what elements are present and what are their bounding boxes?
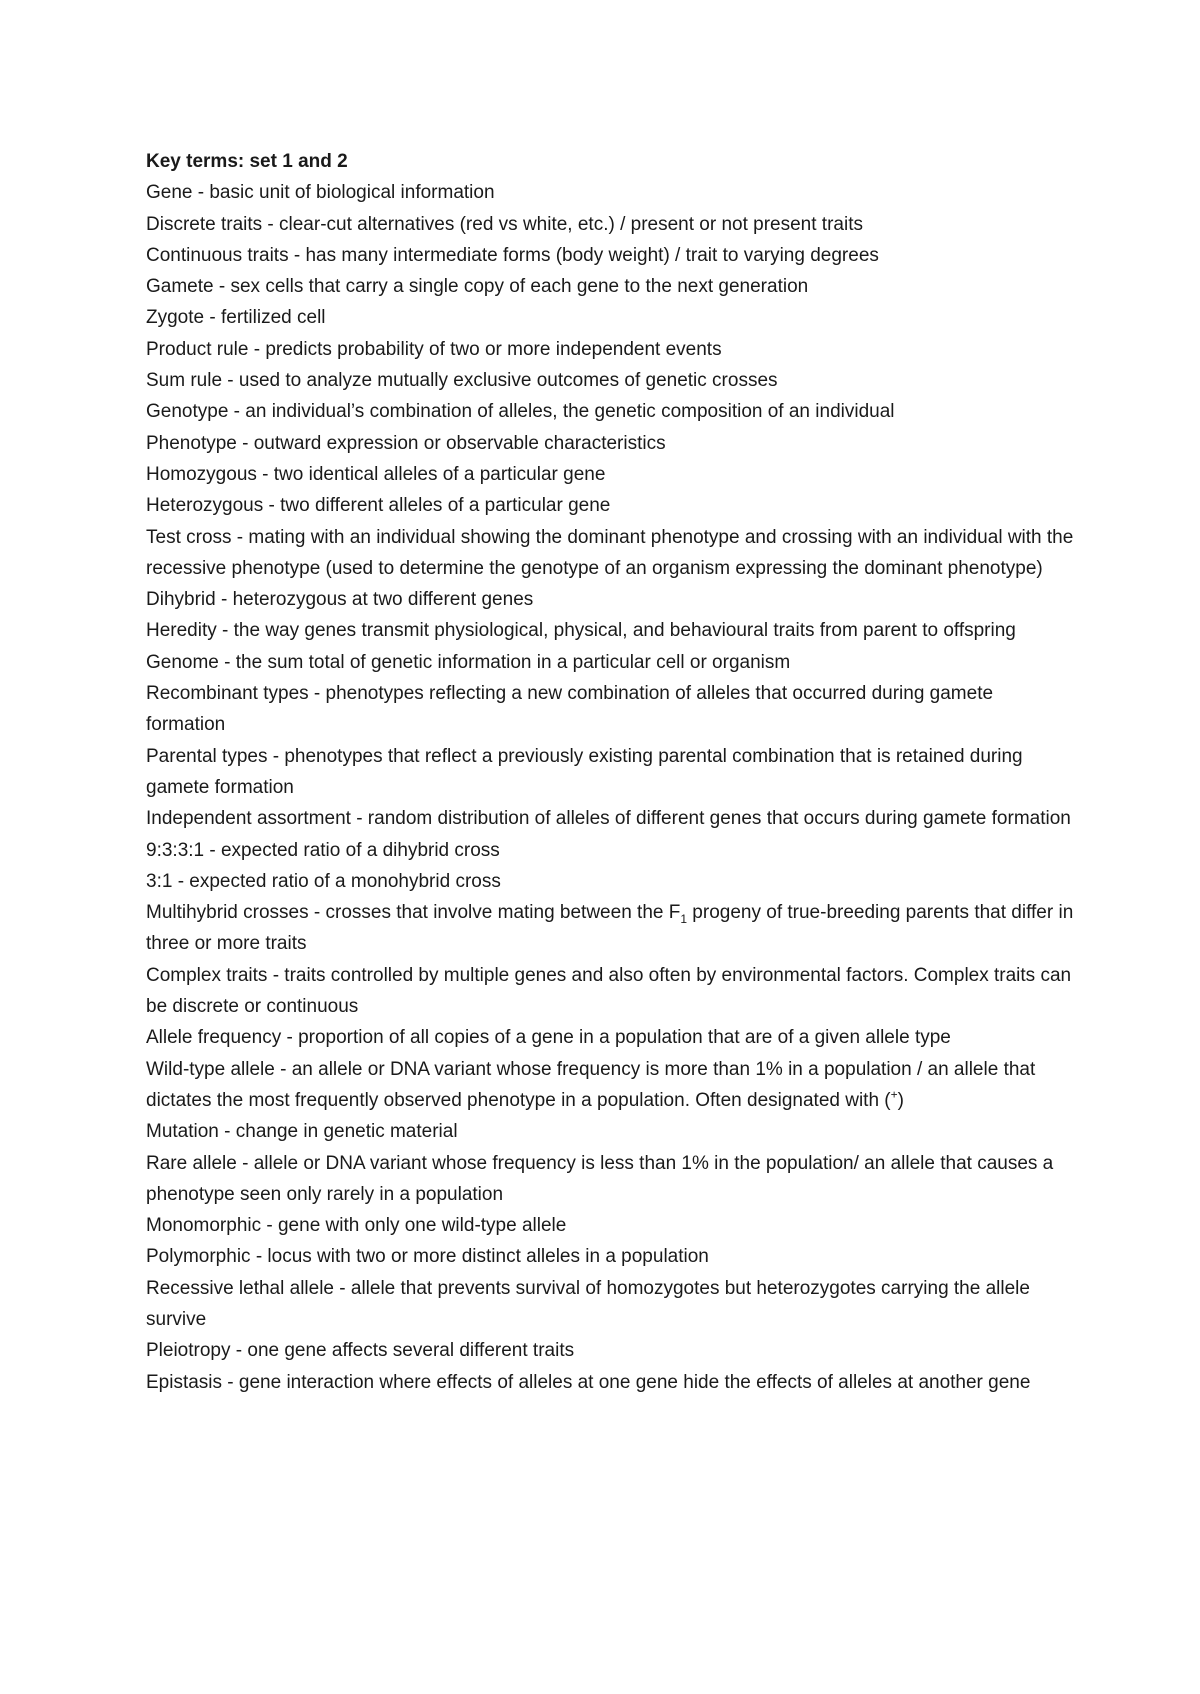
term-sum-rule: Sum rule - used to analyze mutually exclusive outcomes of genetic crosses [146,370,778,392]
wildtype-superscript: + [890,1087,898,1102]
term-zygote: Zygote - fertilized cell [146,307,326,329]
term-pleiotropy: Pleiotropy - one gene affects several different traits [146,1340,575,1362]
term-mutation: Mutation - change in genetic material [146,1121,458,1143]
term-genotype: Genotype - an individual’s combination of alleles, the genetic composition of an individual [146,401,895,423]
term-parental-types: Parental types - phenotypes that reflect a previously existing parental combination that is retained during gamete formation [146,745,1023,798]
term-monohybrid-ratio: 3:1 - expected ratio of a monohybrid cross [146,870,501,892]
term-multihybrid-crosses [146,897,1076,960]
term-discrete-traits: Discrete traits - clear-cut alternatives (red vs white, etc.) / present or not present traits [146,213,863,235]
term-independent-assortment: Independent assortment - random distribution of alleles of different genes that occurs during gamete formation [146,808,1071,830]
term-allele-frequency: Allele frequency - proportion of all copies of a gene in a population that are of a given allele type [146,1027,951,1049]
term-rare-allele: Rare allele - allele or DNA variant whose frequency is less than 1% in the population/ an allele that causes a phenotype seen only rarely in a population [146,1152,1054,1205]
term-homozygous: Homozygous - two identical alleles of a particular gene [146,463,606,485]
term-genome: Genome - the sum total of genetic information in a particular cell or organism [146,651,791,673]
document-title: Key terms: set 1 and 2 [146,151,348,172]
multihybrid-text-after: progeny of true-breeding parents that differ in three or more traits [146,902,1074,955]
term-recombinant-types: Recombinant types - phenotypes reflecting a new combination of alleles that occurred during gamete formation [146,683,994,736]
term-dihybrid-ratio: 9:3:3:1 - expected ratio of a dihybrid cross [146,839,500,861]
term-complex-traits: Complex traits - traits controlled by multiple genes and also often by environmental factors. Complex traits can be discrete or continuous [146,964,1072,1018]
term-test-cross: Test cross - mating with an individual showing the dominant phenotype and crossing with an individual with the recessive phenotype (used to determine the genotype of an organism expressing the dominant phenotype) [146,526,1074,579]
term-wild-type-allele [146,1054,1076,1117]
term-continuous-traits: Continuous traits - has many intermediate forms (body weight) / trait to varying degrees [146,244,879,266]
term-recessive-lethal-allele: Recessive lethal allele - allele that prevents survival of homozygotes but heterozygotes carrying the allele survive [146,1277,1030,1330]
term-monomorphic: Monomorphic - gene with only one wild-type allele [146,1215,567,1237]
multihybrid-subscript: 1 [680,911,688,926]
term-heredity: Heredity - the way genes transmit physiological, physical, and behavioural traits from parent to offspring [146,620,1016,642]
term-polymorphic: Polymorphic - locus with two or more distinct alleles in a population [146,1246,709,1268]
term-gene: Gene - basic unit of biological information [146,182,495,204]
term-product-rule: Product rule - predicts probability of two or more independent events [146,338,722,360]
multihybrid-text-before: Multihybrid crosses - crosses that involve mating between the F [146,902,681,924]
wildtype-text-before: Wild-type allele - an allele or DNA variant whose frequency is more than 1% in a population / an allele that dictates the most frequently observed phenotype in a population. Often designated with ( [146,1058,1036,1111]
term-dihybrid: Dihybrid - heterozygous at two different genes [146,589,534,611]
term-heterozygous: Heterozygous - two different alleles of a particular gene [146,495,611,517]
term-gamete: Gamete - sex cells that carry a single copy of each gene to the next generation [146,276,809,298]
document-body [146,146,1076,1398]
term-phenotype: Phenotype - outward expression or observable characteristics [146,432,666,454]
term-epistasis: Epistasis - gene interaction where effects of alleles at one gene hide the effects of alleles at another gene [146,1371,1031,1393]
wildtype-text-after: ) [897,1089,904,1111]
